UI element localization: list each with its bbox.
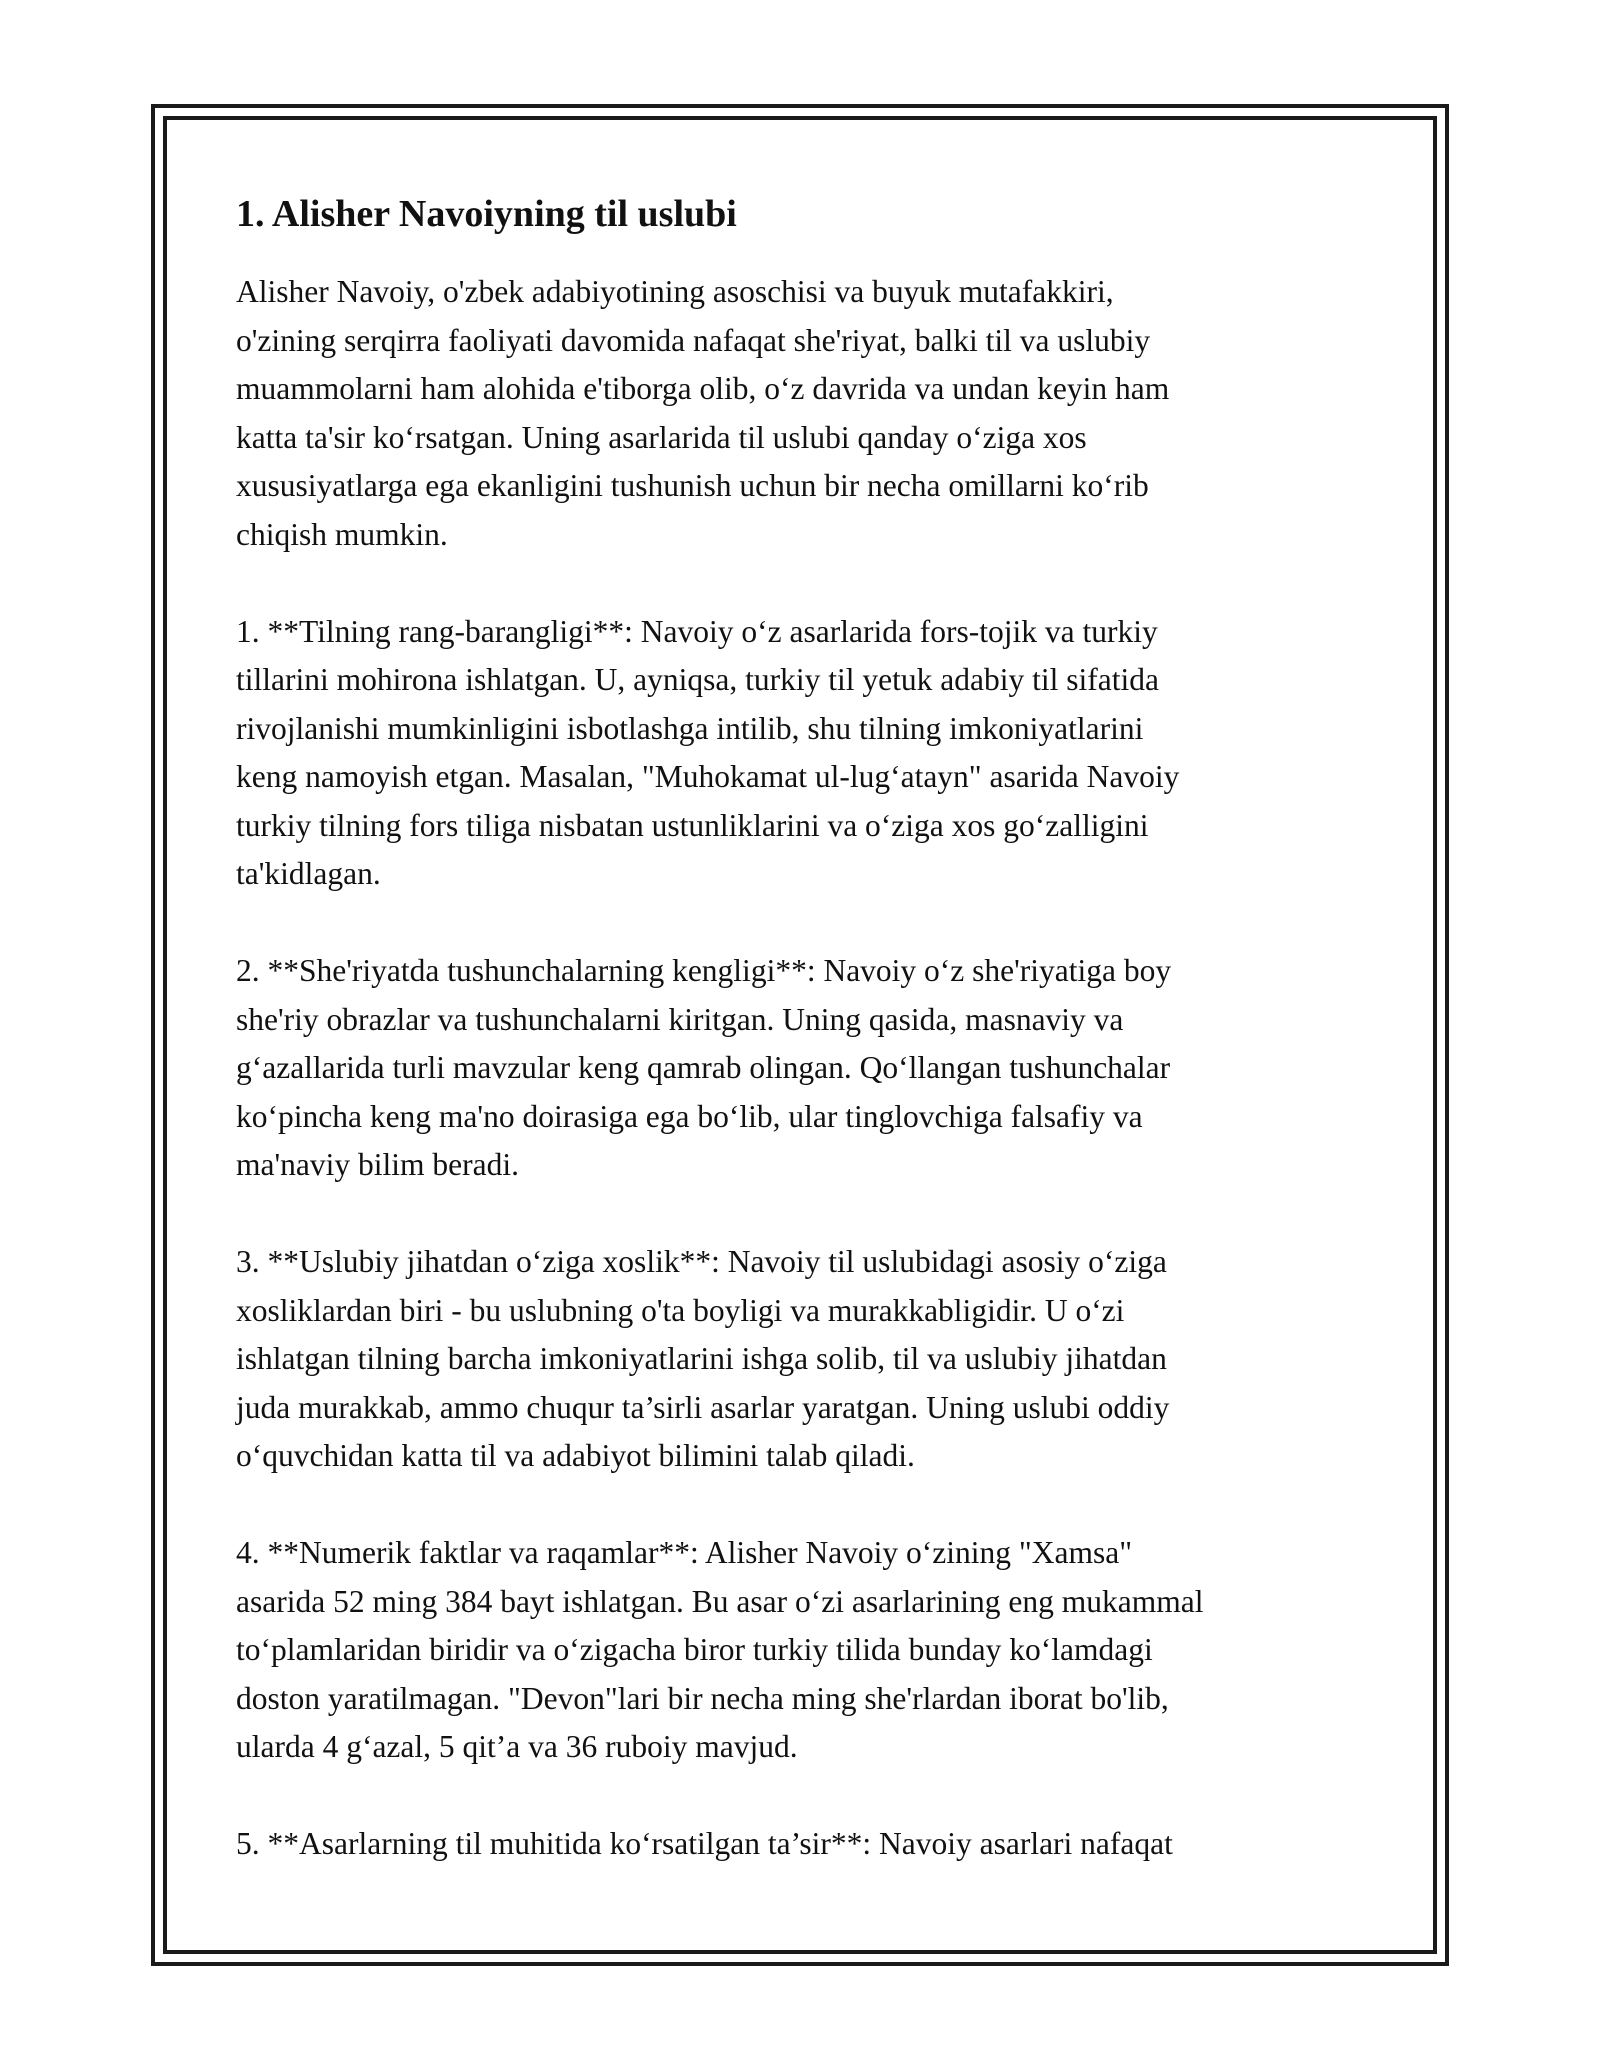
- text-line: she'riy obrazlar va tushunchalarni kiritgan. Uning qasida, masnaviy va: [236, 1001, 1124, 1037]
- text-line: Alisher Navoiy, o'zbek adabiyotining asoschisi va buyuk mutafakkiri,: [236, 274, 1114, 309]
- list-item-4: [236, 1529, 1366, 1772]
- text-line: rivojlanishi mumkinligini isbotlashga intilib, shu tilning imkoniyatlarini: [236, 710, 1144, 746]
- text-line: 4. **Numerik faktlar va raqamlar**: Alisher Navoiy o‘zining "Xamsa": [236, 1535, 1133, 1570]
- text-line: katta ta'sir ko‘rsatgan. Uning asarlarida til uslubi qanday o‘ziga xos: [236, 419, 1087, 455]
- intro-paragraph: [236, 268, 1366, 559]
- text-line: muammolarni ham alohida e'tiborga olib, o‘z davrida va undan keyin ham: [236, 371, 1170, 406]
- text-line: 3. **Uslubiy jihatdan o‘ziga xoslik**: Navoiy til uslubidagi asosiy o‘ziga: [236, 1244, 1167, 1279]
- text-line: ishlatgan tilning barcha imkoniyatlarini ishga solib, til va uslubiy jihatdan: [236, 1341, 1167, 1376]
- text-line: keng namoyish etgan. Masalan, "Muhokamat ul-lug‘atayn" asarida Navoiy: [236, 759, 1180, 794]
- text-line: g‘azallarida turli mavzular keng qamrab olingan. Qo‘llangan tushunchalar: [236, 1050, 1171, 1085]
- text-line: juda murakkab, ammo chuqur ta’sirli asarlar yaratgan. Uning uslubi oddiy: [236, 1389, 1170, 1425]
- text-line: 5. **Asarlarning til muhitida ko‘rsatilgan ta’sir**: Navoiy asarlari nafaqat: [236, 1826, 1173, 1861]
- text-line: 2. **She'riyatda tushunchalarning kengligi**: Navoiy o‘z she'riyatiga boy: [236, 953, 1172, 988]
- text-line: ta'kidlagan.: [236, 856, 381, 891]
- document-body: [236, 186, 1366, 1869]
- text-line: o‘quvchidan katta til va adabiyot bilimini talab qiladi.: [236, 1438, 915, 1473]
- text-line: o'zining serqirra faoliyati davomida nafaqat she'riyat, balki til va uslubiy: [236, 322, 1151, 358]
- text-line: xosliklardan biri - bu uslubning o'ta boyligi va murakkabligidir. U o‘zi: [236, 1292, 1125, 1328]
- text-line: turkiy tilning fors tiliga nisbatan ustunliklarini va o‘ziga xos go‘zalligini: [236, 807, 1149, 843]
- document-title: 1. Alisher Navoiyning til uslubi: [236, 193, 737, 235]
- list-item-2: [236, 947, 1366, 1190]
- text-line: doston yaratilmagan. "Devon"lari bir necha ming she'rlardan iborat bo'lib,: [236, 1680, 1169, 1716]
- text-line: chiqish mumkin.: [236, 516, 448, 552]
- text-line: ko‘pincha keng ma'no doirasiga ega bo‘lib, ular tinglovchiga falsafiy va: [236, 1098, 1143, 1134]
- text-line: asarida 52 ming 384 bayt ishlatgan. Bu asar o‘zi asarlarining eng mukammal: [236, 1583, 1204, 1619]
- text-line: 1. **Tilning rang-barangligi**: Navoiy o‘z asarlarida fors-tojik va turkiy: [236, 613, 1158, 649]
- text-line: ma'naviy bilim beradi.: [236, 1147, 519, 1182]
- list-item-3: [236, 1238, 1366, 1481]
- list-item-1: [236, 608, 1366, 899]
- text-line: to‘plamlaridan biridir va o‘zigacha biror turkiy tilida bunday ko‘lamdagi: [236, 1632, 1153, 1667]
- text-line: tillarini mohirona ishlatgan. U, ayniqsa, turkiy til yetuk adabiy til sifatida: [236, 662, 1159, 697]
- text-line: xususiyatlarga ega ekanligini tushunish uchun bir necha omillarni ko‘rib: [236, 468, 1149, 503]
- list-item-5: [236, 1820, 1366, 1869]
- text-line: ularda 4 g‘azal, 5 qit’a va 36 ruboiy mavjud.: [236, 1729, 798, 1764]
